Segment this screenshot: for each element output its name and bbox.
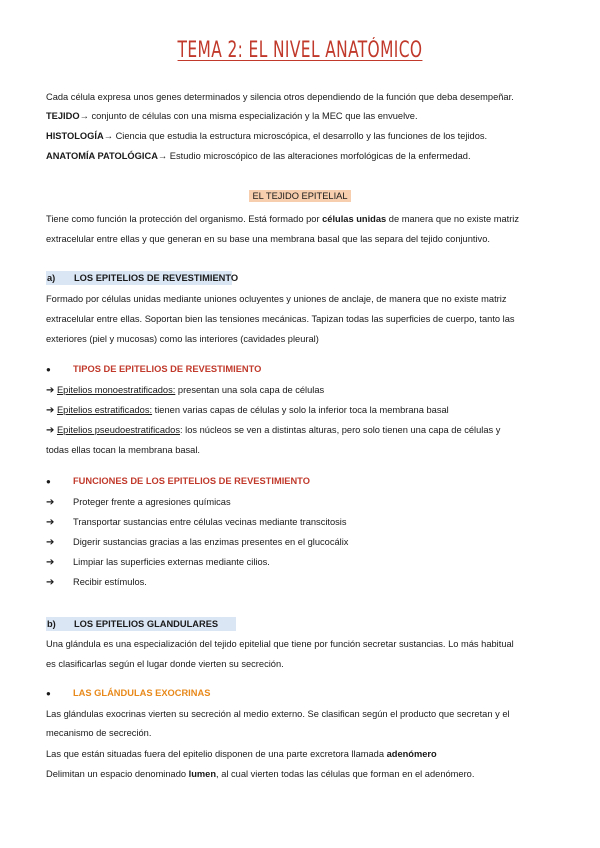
bullet-icon: ● [46,477,51,486]
funcion-item [46,576,147,589]
funcion-text: Digerir sustancias gracias a las enzimas presentes en el glucocálix [73,537,349,547]
term-anatomia: ANATOMÍA PATOLÓGICA [46,151,158,161]
epitelial-paragraph-line2: extracelular entre ellas y que generan en su base una membrana basal que las separa del tejido conjuntivo. [46,234,490,244]
tipo-term: Epitelios estratificados: [56,405,153,415]
subsection-b-heading: LOS EPITELIOS GLANDULARES [74,619,219,629]
definition-histologia [46,130,487,142]
glandulares-line1: Una glándula es una especialización del tejido epitelial que tiene por función secretar sustancias. Lo más habitual [46,639,514,649]
bullet-icon: ● [46,365,51,374]
definition-anatomia [46,150,471,162]
exocrinas-text: Las que están situadas fuera del epitelio disponen de una parte excretora llamada [46,749,387,759]
revestimiento-line1: Formado por células unidas mediante uniones ocluyentes y uniones de anclaje, de manera que no existe matriz [46,294,507,304]
tipo-item [46,404,449,417]
subsection-a-heading: LOS EPITELIOS DE REVESTIMIENTO [74,273,239,283]
funcion-text: Transportar sustancias entre células vecinas mediante transcitosis [73,517,347,527]
arrow-icon: ➔ [46,497,55,508]
subsection-a [46,271,239,285]
arrow-icon: ➔ [46,557,55,568]
exocrinas-line3 [46,748,437,760]
term-tejido: TEJIDO [46,111,80,121]
section-heading-epitelial: EL TEJIDO EPITELIAL [249,190,350,202]
tipo-term: Epitelios monoestratificados: [56,385,176,395]
bullet-icon: ● [46,689,51,698]
funcion-item [46,496,231,509]
epitelial-paragraph-line1 [46,213,519,225]
tipo-item [46,424,500,437]
funcion-item [46,516,347,529]
arrow-icon: ➔ [46,517,55,528]
funciones-heading: FUNCIONES DE LOS EPITELIOS DE REVESTIMIENTO [73,476,310,486]
exocrinas-heading: LAS GLÁNDULAS EXOCRINAS [73,688,211,698]
funcion-text: Proteger frente a agresiones químicas [73,497,231,507]
tipo-text: : los núcleos se ven a distintas alturas, pero solo tienen una capa de células y [179,425,501,435]
epitelial-bold: células unidas [322,214,387,224]
adenomero-term: adenómero [386,749,437,759]
exocrinas-text: Delimitan un espacio denominado [46,769,189,779]
tipos-heading-row [46,363,261,376]
tipo-term: Epitelios pseudoestratificados [56,425,180,435]
exocrinas-heading-row [46,687,210,700]
arrow-icon: ➔ [46,577,55,588]
epitelial-text-a: Tiene como función la protección del organismo. Está formado por [46,214,323,224]
exocrinas-text: , al cual vierten todas las células que forman en el adenómero. [216,769,475,779]
term-histologia: HISTOLOGÍA [46,131,104,141]
def-tejido: → conjunto de células con una misma especialización y la MEC que las envuelve. [79,111,418,121]
def-anatomia: → Estudio microscópico de las alteraciones morfológicas de la enfermedad. [157,151,471,161]
funciones-heading-row [46,475,310,488]
tipo-continuation: todas ellas tocan la membrana basal. [46,445,201,455]
arrow-icon: ➔ [46,405,55,416]
revestimiento-line3: exteriores (piel y mucosas) como las interiores (cavidades pleural) [46,334,319,344]
funcion-text: Recibir estímulos. [73,577,147,587]
subsection-a-label: a) [47,273,56,283]
tipos-heading: TIPOS DE EPITELIOS DE REVESTIMIENTO [73,364,262,374]
lumen-term: lumen [188,769,217,779]
subsection-b [46,617,236,631]
revestimiento-line2: extracelular entre ellas. Soportan bien las tensiones mecánicas. Tapizan todas las superficies de cuerpo, tanto las [46,314,515,324]
definition-tejido [46,110,418,122]
epitelial-text-b: de manera que no existe matriz [386,214,520,224]
glandulares-line2: es clasificarlas según el lugar donde vierten su secreción. [46,659,284,669]
arrow-icon: ➔ [46,425,55,436]
funcion-text: Limpiar las superficies externas mediante cilios. [73,557,270,567]
intro-paragraph: Cada célula expresa unos genes determinados y silencia otros dependiendo de la función que deba desempeñar. [46,92,514,102]
tipo-text: presentan una sola capa de células [175,385,325,395]
def-histologia: → Ciencia que estudia la estructura microscópica, el desarrollo y las funciones de los tejidos. [103,131,488,141]
arrow-icon: ➔ [46,385,55,396]
subsection-b-label: b) [47,619,56,629]
funcion-item [46,556,270,569]
funcion-item [46,536,348,549]
section-heading-wrap [0,190,600,202]
exocrinas-line1: Las glándulas exocrinas vierten su secreción al medio externo. Se clasifican según el producto que secretan y el [46,709,510,719]
tipo-text: tienen varias capas de células y solo la inferior toca la membrana basal [152,405,449,415]
arrow-icon: ➔ [46,537,55,548]
exocrinas-line2: mecanismo de secreción. [46,728,152,738]
page-title: TEMA 2: EL NIVEL ANATÓMICO [177,38,423,63]
exocrinas-line4 [46,768,474,780]
tipo-item [46,384,324,397]
